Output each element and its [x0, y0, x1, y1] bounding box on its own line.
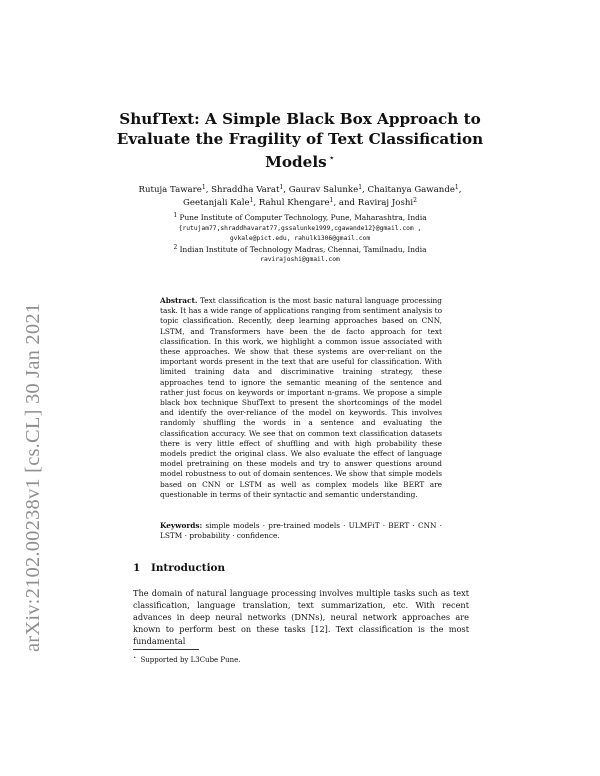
author: Shraddha Varat$^1$,	[211, 184, 289, 195]
paper-title-text: ShufText: A Simple Black Box Approach to Evaluate the Fragility of Text Classification Models	[116, 110, 484, 171]
affiliation-2: $^2$ Indian Institute of Technology Madras, Chennai, Tamilnadu, India	[173, 243, 427, 254]
author: Rahul Khengare$^1$, and	[258, 197, 358, 208]
footnote-mark: ⋆	[133, 655, 137, 661]
keywords-text: simple models · pre-trained models · ULMFiT · BERT · CNN · LSTM · probability · confidence.	[160, 521, 442, 541]
section-title: Introduction	[151, 562, 225, 574]
author: Geetanjali Kale$^1$,	[183, 197, 259, 208]
abstract	[160, 296, 442, 500]
footnote-rule	[133, 649, 199, 650]
footnote-text: Supported by L3Cube Pune.	[140, 656, 241, 664]
keywords	[160, 521, 442, 541]
section-number: 1	[133, 562, 141, 574]
author: Gaurav Salunke$^1$,	[288, 184, 368, 195]
footnote	[133, 653, 241, 665]
introduction-paragraph: The domain of natural language processing involves multiple tasks such as text classification, language translation, text summarization, etc. With recent advances in deep neural networks (DNNs), neural network approaches are known to perform best on these tasks [12]. Text classification is the most fundamental	[133, 588, 469, 646]
author: Chaitanya Gawande$^1$,	[367, 184, 462, 195]
author: Rutuja Taware$^1$,	[138, 184, 212, 195]
keywords-label: Keywords:	[160, 521, 203, 530]
arxiv-identifier-stamp: arXiv:2102.00238v1 [cs.CL] 30 Jan 2021	[22, 302, 44, 652]
affiliation-1: $^1$ Pune Institute of Computer Technology, Pune, Maharashtra, India	[173, 212, 427, 222]
abstract-label: Abstract.	[160, 296, 198, 305]
author-list	[105, 184, 495, 210]
affiliations	[110, 213, 490, 266]
affiliation-1-emails: {rutujam77,shraddhavarat77,gssalunke1999,cgawande12}@gmail.com ,	[178, 224, 422, 232]
abstract-text: Text classification is the most basic natural language processing task. It has a wide range of applications ranging from sentiment analysis to topic classification. Recently, deep learning approaches based on CNN, LSTM, and Transformers have been the de facto approach for text classification. In this work, we highlight a common issue associated with these approaches. We show that these systems are over-reliant on the important words present in the text that are useful for classification. With limited training data and discriminative training strategy, these approaches tend to ignore the semantic meaning of the sentence and rather just focus on keywords or important n-grams. We propose a simple black box technique ShufText to present the shortcomings of the model and identify the over-reliance of the model on keywords. This involves randomly shuffling the words in a sentence and evaluating the classification accuracy. We see that on common text classification datasets there is very little effect of shuffling and with high probability these models predict the original class. We also evaluate the effect of language model pretraining on these models and try to answer questions around model robustness to out of domain sentences. We show that simple models based on CNN or LSTM as well as complex models like BERT are questionable in terms of their syntactic and semantic understanding.	[160, 296, 442, 499]
affiliation-2-email: ravirajoshi@gmail.com	[260, 256, 340, 264]
paper-title	[100, 110, 500, 173]
section-heading	[133, 562, 225, 574]
author: Raviraj Joshi$^2$	[357, 197, 417, 208]
affiliation-1-emails-2: gvkale@pict.edu, rahulk1306@gmail.com	[229, 235, 371, 243]
title-footnote-mark: ⋆	[328, 153, 335, 164]
